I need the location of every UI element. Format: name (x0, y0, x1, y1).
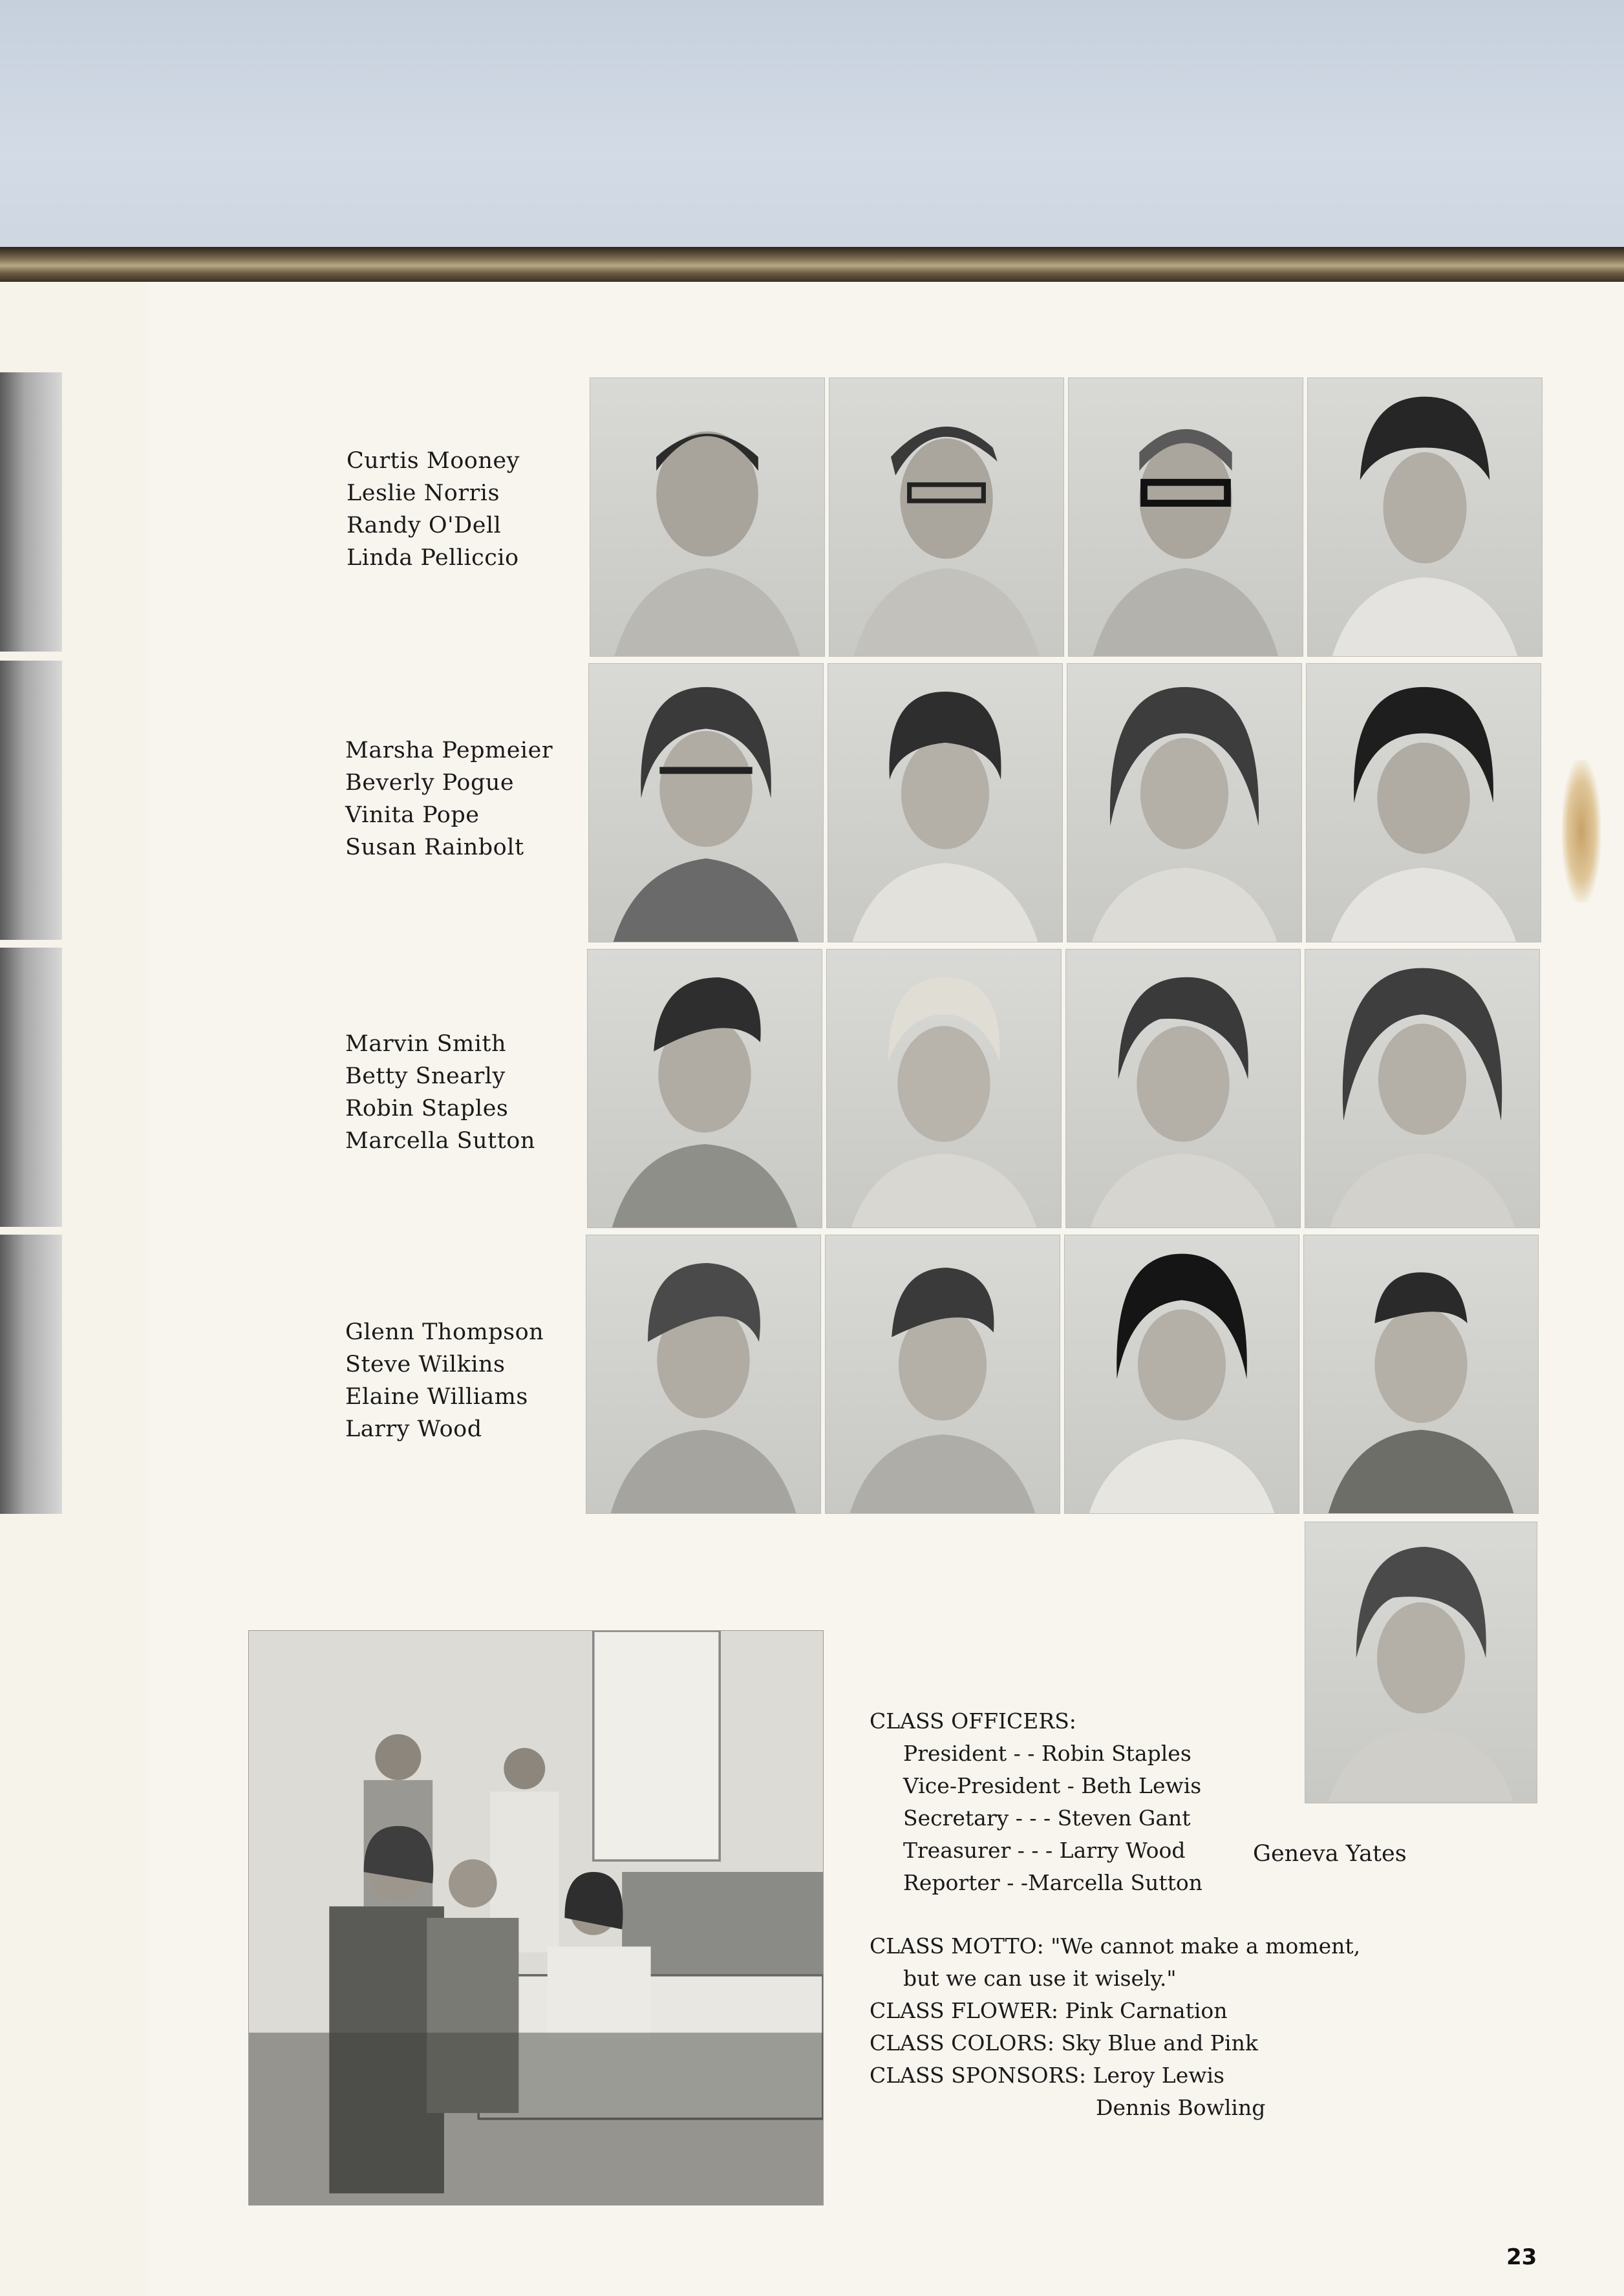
partial-portrait (0, 661, 62, 940)
partial-portrait (0, 1235, 62, 1514)
student-name: Randy O'Dell (347, 513, 502, 538)
class-flower: CLASS FLOWER: Pink Carnation (870, 1998, 1228, 2023)
portrait-photo (586, 1235, 821, 1514)
portrait-photo (828, 663, 1063, 942)
officer-reporter: Reporter - -Marcella Sutton (903, 1870, 1203, 1895)
student-name: Elaine Williams (345, 1384, 528, 1410)
portrait-photo (1065, 949, 1301, 1228)
yearbook-page (149, 282, 1624, 2296)
name-list-row-2 (345, 734, 553, 864)
class-motto: CLASS MOTTO: "We cannot make a moment, (870, 1933, 1361, 1959)
student-name: Curtis Mooney (347, 448, 520, 474)
portrait-photo (1303, 1235, 1539, 1514)
book-spine (0, 247, 1624, 284)
portrait-photo (590, 377, 825, 657)
student-name: Marsha Pepmeier (345, 738, 553, 763)
portrait-photo (1306, 663, 1541, 942)
paper-stain (1562, 760, 1601, 902)
officers-heading: CLASS OFFICERS: (870, 1708, 1076, 1734)
student-name: Beverly Pogue (345, 770, 515, 796)
portrait-photo (588, 663, 824, 942)
name-list-row-3 (345, 1028, 535, 1157)
class-sponsors: CLASS SPONSORS: Leroy Lewis (870, 2063, 1224, 2088)
student-name: Larry Wood (345, 1416, 482, 1442)
class-colors: CLASS COLORS: Sky Blue and Pink (870, 2030, 1258, 2056)
class-sponsors-continued: Dennis Bowling (1096, 2095, 1266, 2120)
student-name: Betty Snearly (345, 1063, 506, 1089)
student-name: Steve Wilkins (345, 1352, 506, 1377)
portrait-photo (829, 377, 1064, 657)
partial-portrait (0, 948, 62, 1227)
previous-page-edge (0, 282, 150, 2296)
portrait-photo (587, 949, 822, 1228)
partial-portrait (0, 372, 62, 652)
student-name: Robin Staples (345, 1096, 509, 1121)
student-name: Glenn Thompson (345, 1319, 544, 1345)
portrait-photo (826, 949, 1062, 1228)
student-name: Susan Rainbolt (345, 834, 524, 860)
portrait-photo (1068, 377, 1303, 657)
name-list-row-4 (345, 1316, 544, 1445)
officer-president: President - - Robin Staples (903, 1741, 1191, 1766)
name-list-row-1 (347, 445, 520, 574)
officer-vice-president: Vice-President - Beth Lewis (903, 1773, 1202, 1798)
student-name: Geneva Yates (1253, 1841, 1407, 1867)
portrait-photo (1305, 949, 1540, 1228)
portrait-photo (1064, 1235, 1299, 1514)
class-info-block (870, 1705, 1360, 2124)
portrait-photo (1307, 377, 1543, 657)
student-name: Marvin Smith (345, 1031, 507, 1057)
class-officers-group-photo (248, 1630, 824, 2206)
officer-secretary: Secretary - - - Steven Gant (903, 1805, 1191, 1831)
background-surface (0, 0, 1624, 259)
student-name: Linda Pelliccio (347, 545, 519, 571)
student-name: Marcella Sutton (345, 1128, 535, 1154)
portrait-photo (825, 1235, 1060, 1514)
student-name: Leslie Norris (347, 480, 500, 506)
portrait-photo (1067, 663, 1302, 942)
class-motto-continued: but we can use it wisely." (903, 1966, 1177, 1991)
page-number: 23 (1506, 2244, 1537, 2270)
student-name: Vinita Pope (345, 802, 480, 828)
officer-treasurer: Treasurer - - - Larry Wood (903, 1838, 1186, 1863)
